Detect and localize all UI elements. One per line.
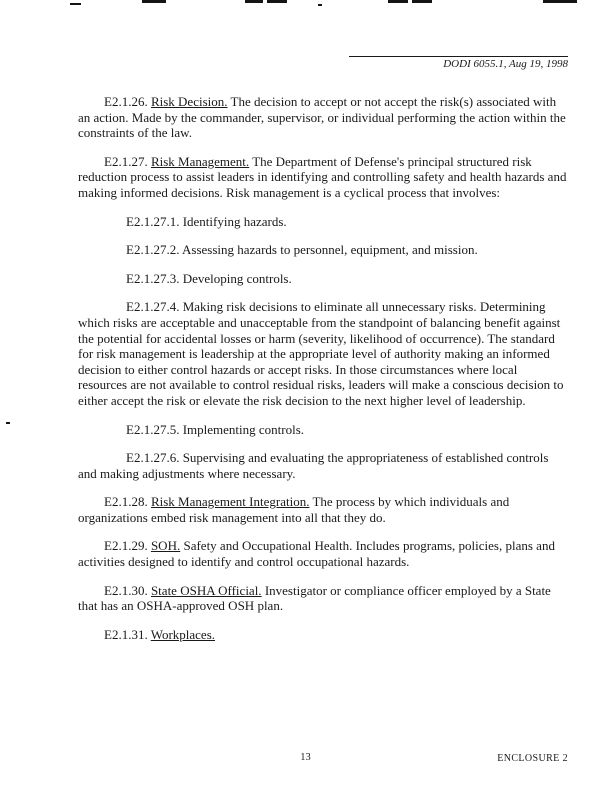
paragraph — [78, 422, 568, 438]
scan-artifact — [543, 0, 577, 3]
paragraph-number: E2.1.30. — [104, 582, 148, 598]
defined-term: State OSHA Official. — [150, 582, 262, 598]
paragraph — [78, 538, 568, 569]
paragraph — [78, 214, 568, 230]
paragraph-number: E2.1.29. — [104, 538, 148, 554]
paragraph — [78, 242, 568, 258]
paragraph — [78, 94, 568, 141]
paragraph — [78, 583, 568, 614]
header-rule — [349, 56, 568, 57]
scan-artifact — [267, 0, 287, 3]
paragraph-text: Implementing controls. — [182, 421, 305, 437]
paragraph-number: E2.1.27.4. — [126, 299, 180, 315]
paragraph-text: The Department of Defense's principal structured risk reduction process to assist leaders in identifying and controlling safety and health hazards and making informed decisions. Risk management is a cyclical process that involves: — [78, 153, 567, 200]
scan-artifact — [388, 0, 408, 3]
paragraph-text: Making risk decisions to eliminate all unnecessary risks. Determining which risks are acceptable and unacceptable from the standpoint of balancing benefit against the potential for accidental losses or harm (severity, likelihood of occurrence). The standard for risk management is leadership at the appropriate level of authority making an informed decision to either control hazards or accept risks. In those circumstances where local resources are not available to control residual risks, leaders will make a conscious decision to either accept the risk or elevate the risk decision to the next higher level of leadership. — [78, 299, 564, 408]
paragraph — [78, 271, 568, 287]
scan-artifact — [142, 0, 166, 3]
defined-term: Risk Management Integration. — [150, 494, 310, 510]
paragraph-text: Safety and Occupational Health. Includes programs, policies, plans and activities designed to identify and control occupational hazards. — [78, 538, 555, 570]
paragraph-text: Identifying hazards. — [182, 213, 287, 229]
paragraph — [78, 154, 568, 201]
defined-term: Risk Management. — [150, 153, 250, 169]
paragraph — [78, 494, 568, 525]
paragraph-number: E2.1.27.6. — [126, 450, 180, 466]
scan-artifact — [70, 3, 81, 5]
page-number: 13 — [300, 752, 311, 763]
paragraph-text: Investigator or compliance officer employed by a State that has an OSHA-approved OSH plan. — [78, 582, 551, 614]
paragraph-text: The decision to accept or not accept the risk(s) associated with an action. Made by the commander, supervisor, or individual performing the action within the constraints of the law. — [78, 94, 566, 141]
document-body — [78, 94, 568, 655]
scan-artifact — [318, 4, 322, 6]
scan-artifact — [412, 0, 432, 3]
paragraph-number: E2.1.27.2. — [126, 242, 180, 258]
defined-term: Risk Decision. — [150, 94, 228, 109]
paragraph — [78, 299, 568, 408]
enclosure-label: ENCLOSURE 2 — [497, 753, 568, 764]
paragraph-number: E2.1.31. — [104, 626, 148, 642]
paragraph — [78, 450, 568, 481]
paragraph-number: E2.1.26. — [104, 94, 148, 109]
paragraph-text: The process by which individuals and organizations embed risk management into all that they do. — [78, 494, 510, 525]
scan-artifact — [6, 422, 10, 424]
paragraph-text: Developing controls. — [182, 270, 292, 286]
doc-reference: DODI 6055.1, Aug 19, 1998 — [443, 58, 568, 70]
paragraph-number: E2.1.27. — [104, 153, 148, 169]
paragraph — [78, 627, 568, 643]
paragraph-number: E2.1.27.5. — [126, 421, 180, 437]
paragraph-number: E2.1.27.3. — [126, 270, 180, 286]
paragraph-text: Supervising and evaluating the appropriateness of established controls and making adjustments where necessary. — [78, 450, 549, 481]
paragraph-number: E2.1.28. — [104, 494, 148, 510]
defined-term: SOH. — [150, 538, 181, 554]
paragraph-text: Assessing hazards to personnel, equipment, and mission. — [182, 242, 478, 258]
paragraph-number: E2.1.27.1. — [126, 213, 180, 229]
defined-term: Workplaces. — [150, 626, 216, 642]
scan-artifact — [245, 0, 263, 3]
